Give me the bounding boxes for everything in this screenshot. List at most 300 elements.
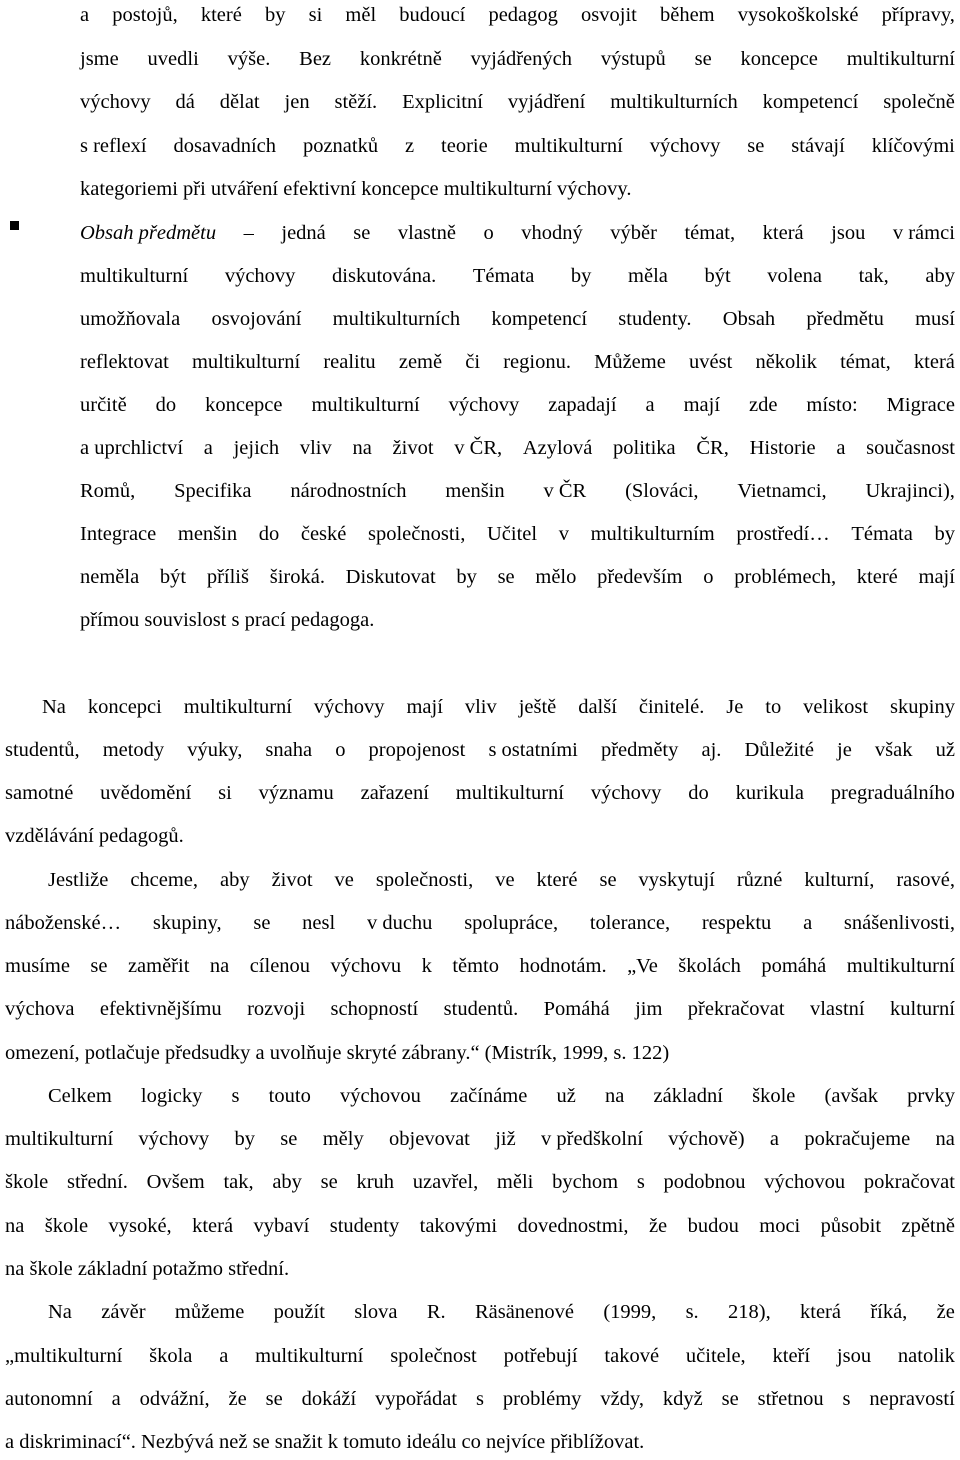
word: se [280,1128,298,1150]
word: s [842,1388,851,1410]
word: široká. [269,566,325,588]
word: Jestliže [48,869,109,891]
word: vyjádření [507,91,586,113]
word: předměty [600,739,679,761]
word: nesl [302,912,336,934]
word: studentů. [443,998,519,1020]
word: na [352,437,372,459]
word: jim [635,998,663,1020]
word: se [353,222,371,244]
text-line-25 [48,1084,955,1108]
word: současnost [866,437,955,459]
word: s ostatními [488,739,578,761]
word: postojů, [112,4,178,26]
word: vyjádřených [470,48,572,70]
word: základní [653,1085,723,1107]
word: stěží. [334,91,378,113]
word: kompetencí [762,91,859,113]
word: kruh [356,1171,395,1193]
word: by [264,4,286,26]
word: výchově) [668,1128,745,1150]
word: rasové, [896,869,955,891]
word: pregraduálního [830,782,955,804]
word: vybaví [253,1215,310,1237]
word: Explicitní [402,91,483,113]
word: prostředí… [736,523,830,545]
word: studenty [329,1215,400,1237]
word: takové [604,1345,660,1367]
word: výše. [227,48,271,70]
word: v předškolní [541,1128,643,1150]
word: se [694,48,712,70]
word: výchova [5,998,75,1020]
word: střetnou [757,1388,824,1410]
word: příliš [206,566,249,588]
text-line-5: kategoriemi při utváření efektivní koncepce multikulturní výchovy. [80,178,632,200]
word: témat, [684,222,736,244]
text-line-13 [80,522,955,546]
word: a [203,437,213,459]
word: pomáhá [761,955,827,977]
word: a [803,912,813,934]
word: multikulturních [610,91,738,113]
word: Pomáhá [543,998,610,1020]
word: menšin [177,523,238,545]
word: osvojování [211,308,302,330]
word: Důležité [744,739,814,761]
word: o [703,566,714,588]
word: být [159,566,187,588]
text-line-9 [80,350,955,374]
word: společnosti, [375,869,474,891]
word: již [495,1128,516,1150]
word: ve [334,869,354,891]
word: škole [5,1171,49,1193]
word: vyskytují [638,869,715,891]
word: realitu [323,351,376,373]
word: (avšak [824,1085,879,1107]
word: vliv [464,696,497,718]
word: určitě [80,394,127,416]
word: použít [273,1301,325,1323]
word: a [219,1345,229,1367]
word: pokračujeme [804,1128,911,1150]
word: na [935,1128,955,1150]
word: s. [685,1301,699,1323]
word: Räsänenové [474,1301,574,1323]
word: a [111,1388,121,1410]
word: podobnou [663,1171,746,1193]
word: Historie [749,437,816,459]
word: či [465,351,481,373]
word: že [936,1301,955,1323]
word: odvážní, [139,1388,210,1410]
word: by [934,523,955,545]
word: výchovou [339,1085,421,1107]
word: místo: [806,394,858,416]
word: přípravy, [881,4,955,26]
word: mají [406,696,443,718]
word: moci [759,1215,801,1237]
word: koncepce [740,48,818,70]
word: aj. [701,739,722,761]
word: natolik [897,1345,955,1367]
word: uzavřel, [412,1171,479,1193]
word: o [483,222,494,244]
word: vliv [299,437,332,459]
word: by [456,566,477,588]
word: multikulturní [514,135,623,157]
word: Diskutovat [345,566,436,588]
word: měly [322,1128,364,1150]
word: touto [268,1085,311,1107]
word: poznatků [302,135,379,157]
word: tolerance, [589,912,671,934]
word: chceme, [130,869,199,891]
word: koncepci [87,696,162,718]
word: volena [767,265,822,287]
word: závěr [101,1301,146,1323]
word: výchovy [448,394,520,416]
word: na [605,1085,625,1107]
word: zapadají [548,394,617,416]
word: už [935,739,955,761]
word: zpětně [901,1215,955,1237]
word: výchovy [138,1128,210,1150]
word: Romů, [80,480,136,502]
word: vhodný [521,222,583,244]
word: to [765,696,782,718]
text-line-18 [5,781,955,805]
word: multikulturních [332,308,461,330]
text-line-31 [5,1344,955,1368]
word: školách [678,955,741,977]
word: metody [102,739,165,761]
word: kompetencí [491,308,588,330]
word: jen [284,91,310,113]
word: budou [687,1215,739,1237]
text-line-12 [80,479,955,503]
word: na [5,1215,25,1237]
word: už [556,1085,576,1107]
word: logicky [140,1085,203,1107]
word: jejich [233,437,280,459]
word: kulturní, [804,869,875,891]
word: vlastně [397,222,456,244]
word: v ČR [543,480,587,502]
word: střední. [67,1171,128,1193]
word: snaha [265,739,313,761]
text-line-24: omezení, potlačuje předsudky a uvolňuje skryté zábrany.“ (Mistrík, 1999, s. 122) [5,1042,670,1064]
word: v [558,523,569,545]
word: činitelé. [638,696,705,718]
word: během [659,4,715,26]
word: že [228,1388,247,1410]
word: s [231,1085,240,1107]
word: mají [918,566,955,588]
word: Specifika [174,480,252,502]
text-line-33: a diskriminací“. Nezbývá než se snažit k tomuto ideálu co nejvíce přiblížovat. [5,1431,645,1453]
word: se [747,135,765,157]
word: Migrace [886,394,955,416]
word: život [271,869,313,891]
word: konkrétně [359,48,442,70]
word: Azylová [522,437,593,459]
word: Témata [472,265,535,287]
word: osvojit [581,4,637,26]
word: vždy, [600,1388,644,1410]
word: regionu. [503,351,571,373]
word: měli [496,1171,534,1193]
word: náboženské… [5,912,122,934]
word: z [405,135,415,157]
word: která [192,1215,234,1237]
word: která [913,351,955,373]
word: vysoké, [108,1215,172,1237]
word: samotné [5,782,74,804]
word: aby [925,265,955,287]
text-line-27 [5,1170,955,1194]
word: multikulturním [590,523,715,545]
word: stávají [791,135,845,157]
word: politika [613,437,676,459]
text-line-16 [42,695,955,719]
word: problémech, [734,566,837,588]
word: společně [883,91,955,113]
word: kurikula [735,782,804,804]
word: multikulturní [311,394,420,416]
word: překračovat [687,998,785,1020]
text-line-6 [80,221,955,245]
word: výchovy [649,135,721,157]
word: která [800,1301,841,1323]
text-line-10 [80,393,955,417]
text-line-29: na škole základní potažmo střední. [5,1258,290,1280]
text-line-30 [48,1300,955,1324]
word: měla [628,265,668,287]
word: jsme [80,48,119,70]
word: ve [495,869,515,891]
word: Můžeme [594,351,666,373]
word: můžeme [174,1301,245,1323]
word: působit [820,1215,882,1237]
word: zaměřit [127,955,190,977]
word: která [762,222,804,244]
word: tak, [223,1171,254,1193]
word: se [90,955,108,977]
word: multikulturní [846,955,955,977]
word: propojenost [368,739,466,761]
word: vypořádat [375,1388,458,1410]
word: je [837,739,852,761]
text-line-15: přímou souvislost s prací pedagoga. [80,609,375,631]
word: země [398,351,443,373]
word: a uprchlictví [80,437,184,459]
word: jedná [281,222,326,244]
word: Ovšem [146,1171,205,1193]
word: měl [345,4,377,26]
word: autonomní [5,1388,93,1410]
word: multikulturní [191,351,301,373]
square-bullet-icon [10,221,19,230]
word: říká, [870,1301,908,1323]
word: schopností [330,998,419,1020]
word: uvést [689,351,733,373]
word: Obsah předmětu [80,222,217,244]
word: se [265,1388,283,1410]
word: do [258,523,280,545]
text-line-4 [80,134,955,158]
word: a [645,394,655,416]
word: dovednostmi, [517,1215,629,1237]
word: (1999, [603,1301,657,1323]
word: by [234,1128,255,1150]
word: neměla [80,566,140,588]
word: společnost [390,1345,477,1367]
word: o [335,739,346,761]
word: učitele, [685,1345,746,1367]
word: reflektovat [80,351,169,373]
word: vlastní [809,998,865,1020]
word: mělo [535,566,577,588]
word: studentů, [5,739,80,761]
word: které [200,4,242,26]
word: spolupráce, [464,912,559,934]
word: pedagog [488,4,558,26]
word: aby [272,1171,302,1193]
word: „Ve [627,955,658,977]
word: do [155,394,177,416]
word: jsou [836,1345,872,1367]
word: se [320,1171,338,1193]
word: dělat [219,91,260,113]
word: 218), [728,1301,771,1323]
word: potřebují [503,1345,578,1367]
word: budoucí [399,4,466,26]
word: výchovy [313,696,385,718]
text-line-11 [80,436,955,460]
word: kteří [772,1345,811,1367]
text-line-32 [5,1387,955,1411]
word: Je [726,696,744,718]
text-line-3 [80,90,955,114]
word: několik [755,351,817,373]
word: s reflexí [80,135,147,157]
word: že [648,1215,668,1237]
word: které [536,869,578,891]
word: velikost [803,696,869,718]
word: R. [426,1301,446,1323]
word: být [704,265,731,287]
word: však [874,739,913,761]
text-line-1 [80,3,955,27]
word: tak, [858,265,889,287]
word: teorie [441,135,488,157]
word: problémy [502,1388,582,1410]
word: vysokoškolské [737,4,859,26]
word: na [209,955,230,977]
word: především [597,566,683,588]
word: škola [149,1345,193,1367]
word: Ukrajinci), [865,480,955,502]
word: a [836,437,846,459]
word: kulturní [890,998,955,1020]
text-line-26 [5,1127,955,1151]
word: začínáme [449,1085,528,1107]
word: – [243,222,254,244]
word: výchovou [764,1171,846,1193]
text-line-17 [5,738,955,762]
word: skupiny [890,696,955,718]
word: snášenlivosti, [843,912,955,934]
word: multikulturní [5,1128,114,1150]
text-line-21 [5,911,955,935]
word: Integrace [80,523,157,545]
word: hodnotám. [519,955,607,977]
word: výstupů [600,48,666,70]
word: umožňovala [80,308,181,330]
word: menšin [445,480,505,502]
word: dokáží [301,1388,357,1410]
word: s [475,1388,484,1410]
word: Celkem [48,1085,112,1107]
word: efektivnějšímu [99,998,222,1020]
word: bychom [552,1171,619,1193]
word: uvedli [147,48,199,70]
word: takovými [419,1215,498,1237]
word: si [308,4,323,26]
word: různé [736,869,783,891]
word: a [80,4,90,26]
word: multikulturní [846,48,955,70]
word: Vietnamci, [737,480,827,502]
word: národnostních [290,480,407,502]
word: se [497,566,515,588]
word: Bez [299,48,332,70]
word: pokračovat [863,1171,955,1193]
text-line-2 [80,47,955,71]
word: škole [44,1215,89,1237]
word: slova [354,1301,398,1323]
text-line-7 [80,264,955,288]
word: si [218,782,232,804]
text-line-28 [5,1214,955,1238]
word: zde [748,394,778,416]
word: do [688,782,709,804]
word: s [636,1171,645,1193]
word: v rámci [892,222,955,244]
word: výchovu [330,955,402,977]
word: multikulturní [80,265,189,287]
word: multikulturní [455,782,564,804]
word: těmto [452,955,499,977]
word: společnosti, [368,523,466,545]
word: se [253,912,271,934]
word: mají [683,394,721,416]
text-line-22 [5,954,955,978]
word: multikulturní [255,1345,364,1367]
word: nepravostí [869,1388,955,1410]
word: Témata [851,523,913,545]
word: výběr [610,222,657,244]
word: cílenou [249,955,311,977]
word: prvky [907,1085,955,1107]
word: k [421,955,432,977]
word: zařazení [360,782,429,804]
word: výchovy [80,91,151,113]
word: v duchu [366,912,433,934]
word: výuky, [187,739,243,761]
